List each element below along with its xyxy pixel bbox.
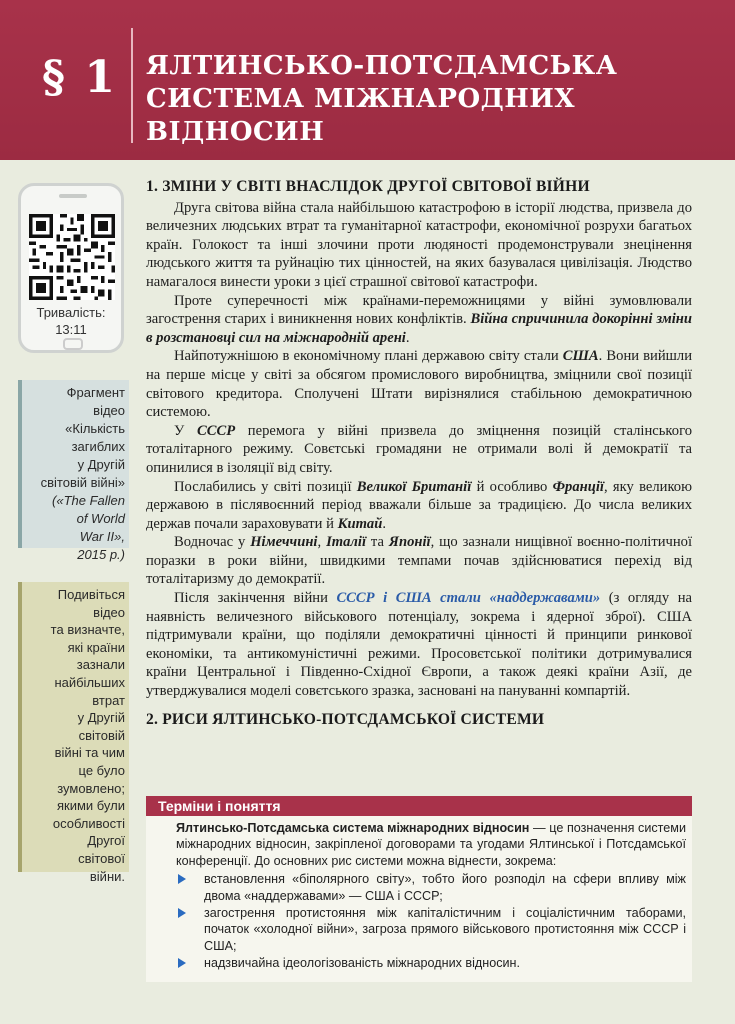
caption-line: 2015 р.) bbox=[77, 547, 125, 562]
paragraph-4: У СССР перемога у війні призвела до зміцнення позицій сталінського тоталітарного режиму. Совєтські громадяни не отримали волі й демократії та опинилися в ізоляції від світу. bbox=[146, 422, 692, 476]
paragraph-7: Після закінчення війни СССР і США стали «наддержавами» (з огляду на наявність величезного військового потенціалу, зокрема і ядерної зброї). США підтримували країни, що поділяли демократичні цінності й принципи ринкової економіки, та антикомуністичні режими. Просовєтської політики дотримувалися країни Центральної і Південно-Східної Європи, а також деякі країни Азії, де утверджувалися моделі совєтського зразка, засновані на пануванні компартій. bbox=[146, 590, 692, 700]
task-line: війни. bbox=[89, 868, 125, 884]
chapter-title bbox=[146, 50, 706, 149]
list-item: надзвичайна ідеологізованість міжнародних відносин. bbox=[176, 955, 686, 971]
caption-line: «Кількість bbox=[65, 421, 125, 436]
term-definition: Ялтинсько-Потсдамська система міжнародних відносин — це позначення системи міжнародних відносин, закріпленої договорами та угодами Ялтинської і Потсдамської конференції. До основних рис системи можна віднести, зокрема: bbox=[176, 821, 686, 868]
caption-line: відео bbox=[93, 403, 125, 418]
terms-header: Терміни і поняття bbox=[146, 796, 692, 816]
list-item: встановлення «біполярного світу», тобто його розподіл на сфери впливу між двома «наддержавами» — США і СССР; bbox=[176, 871, 686, 904]
country-britain: Великої Британії bbox=[356, 478, 472, 495]
task-line: втрат bbox=[92, 692, 125, 708]
task-line: найбільших bbox=[54, 674, 125, 690]
country-france: Франції bbox=[552, 478, 604, 495]
caption-line: Фрагмент bbox=[66, 385, 125, 400]
task-line: це було bbox=[78, 762, 125, 778]
terms-body bbox=[146, 816, 692, 972]
main-text bbox=[146, 178, 692, 731]
qr-code-icon[interactable] bbox=[29, 214, 115, 300]
title-line-3: ВІДНОСИН bbox=[146, 117, 325, 147]
paragraph-2: Проте суперечності між країнами-переможницями у війні зумовлювали загострення старих і виникнення нових конфліктів. Війна спричинила докорінні зміни в розстановці сил на міжнародній арені. bbox=[146, 292, 692, 346]
paragraph-1: Друга світова війна стала найбільшою катастрофою в історії людства, призвела до величезних людських втрат та гуманітарної катастрофи, економічної розрухи багатьох країн. Голокост та інші злочини проти людяності продемонстрували знецінення людського життя та руйнацію тих цінностей, на яких базувалася цивілізація. Людство намагалося винести уроки з цієї страшної світової катастрофи. bbox=[146, 199, 692, 290]
country-usa: США bbox=[562, 348, 599, 365]
task-line: зазнали bbox=[76, 657, 125, 673]
task-box bbox=[18, 582, 129, 884]
paragraph-3: Найпотужнішою в економічному плані державою світу стали США. Вони вийшли на перше місце у світі за обсягом промислового виробництва, зміцнили свої позиції світового кредитора. Сполучені Штати вирізнялися стабільною демократичною системою. bbox=[146, 348, 693, 421]
phone-home-button bbox=[63, 338, 83, 350]
paragraph-number: § 1 bbox=[42, 52, 117, 103]
superpowers-term: СССР і США стали «наддержавами» bbox=[336, 590, 601, 607]
title-line-2: СИСТЕМА МІЖНАРОДНИХ bbox=[146, 84, 576, 114]
features-list bbox=[176, 871, 686, 971]
section-2-heading: 2. РИСИ ЯЛТИНСЬКО-ПОТСДАМСЬКОЇ СИСТЕМИ bbox=[146, 710, 545, 728]
task-line: особливості bbox=[52, 815, 125, 831]
paragraph-6: Водночас у Німеччині, Італії та Японії, що зазнали нищівної воєнно-політичної поразки в роки війни, швидкими темпами почав здійснюватися перехід від тоталітаризму до демократії. bbox=[146, 534, 693, 588]
task-line: відео bbox=[93, 604, 125, 620]
task-line: зумовлено; bbox=[57, 780, 125, 796]
phone-video-widget[interactable] bbox=[18, 183, 124, 353]
task-line: війні та чим bbox=[54, 745, 125, 761]
caption-line: загиблих bbox=[71, 439, 125, 454]
task-line: у Другій bbox=[77, 710, 125, 726]
video-caption-box bbox=[18, 380, 129, 562]
list-item: загострення протистояння між капіталістичним і соціалістичним таборами, початок «холодної війни», загроза прямого військового протистояння між СССР і США; bbox=[176, 905, 686, 954]
emphasis: Війна спричинила докорінні зміни в розстановці сил на міжнародній арені bbox=[146, 311, 692, 346]
title-line-1: ЯЛТИНСЬКО-ПОТСДАМСЬКА bbox=[146, 51, 618, 81]
paragraph-5: Послабились у світі позиції Великої Британії й особливо Франції, яку великою державою в післявоєнний період вважали більше за традицією. До числа великих держав почали зараховувати й Китай. bbox=[146, 478, 693, 532]
triangle-bullet-icon bbox=[178, 958, 186, 968]
caption-line: у Другій bbox=[77, 457, 125, 472]
section-1-heading: 1. ЗМІНИ У СВІТІ ВНАСЛІДОК ДРУГОЇ СВІТОВОЇ ВІЙНИ bbox=[146, 178, 590, 195]
task-line: які країни bbox=[67, 639, 125, 655]
country-china: Китай bbox=[337, 515, 383, 532]
task-line: якими були bbox=[56, 798, 125, 814]
caption-line: War II», bbox=[79, 529, 125, 544]
duration-value: 13:11 bbox=[55, 322, 87, 337]
caption-line: («The Fallen bbox=[52, 493, 125, 508]
country-ussr: СССР bbox=[197, 422, 236, 439]
task-line: Другої bbox=[87, 833, 125, 849]
caption-line: of World bbox=[76, 511, 125, 526]
country-japan: Японії bbox=[388, 534, 431, 551]
caption-line: світовій війні» bbox=[40, 475, 125, 490]
task-line: Подивіться bbox=[57, 587, 125, 602]
header-divider bbox=[131, 28, 133, 143]
term-name: Ялтинсько-Потсдамська система міжнародних відносин bbox=[176, 821, 530, 835]
task-line: світовій bbox=[78, 727, 125, 743]
video-duration bbox=[21, 304, 121, 338]
triangle-bullet-icon bbox=[178, 908, 186, 918]
phone-speaker bbox=[59, 194, 87, 198]
task-line: та визначте, bbox=[50, 622, 125, 638]
triangle-bullet-icon bbox=[178, 874, 186, 884]
duration-label: Тривалість: bbox=[36, 305, 106, 320]
country-italy: Італії bbox=[326, 534, 367, 551]
chapter-header bbox=[0, 0, 735, 160]
terms-box bbox=[146, 796, 692, 982]
task-line: світової bbox=[78, 850, 125, 866]
country-germany: Німеччині bbox=[250, 534, 318, 551]
